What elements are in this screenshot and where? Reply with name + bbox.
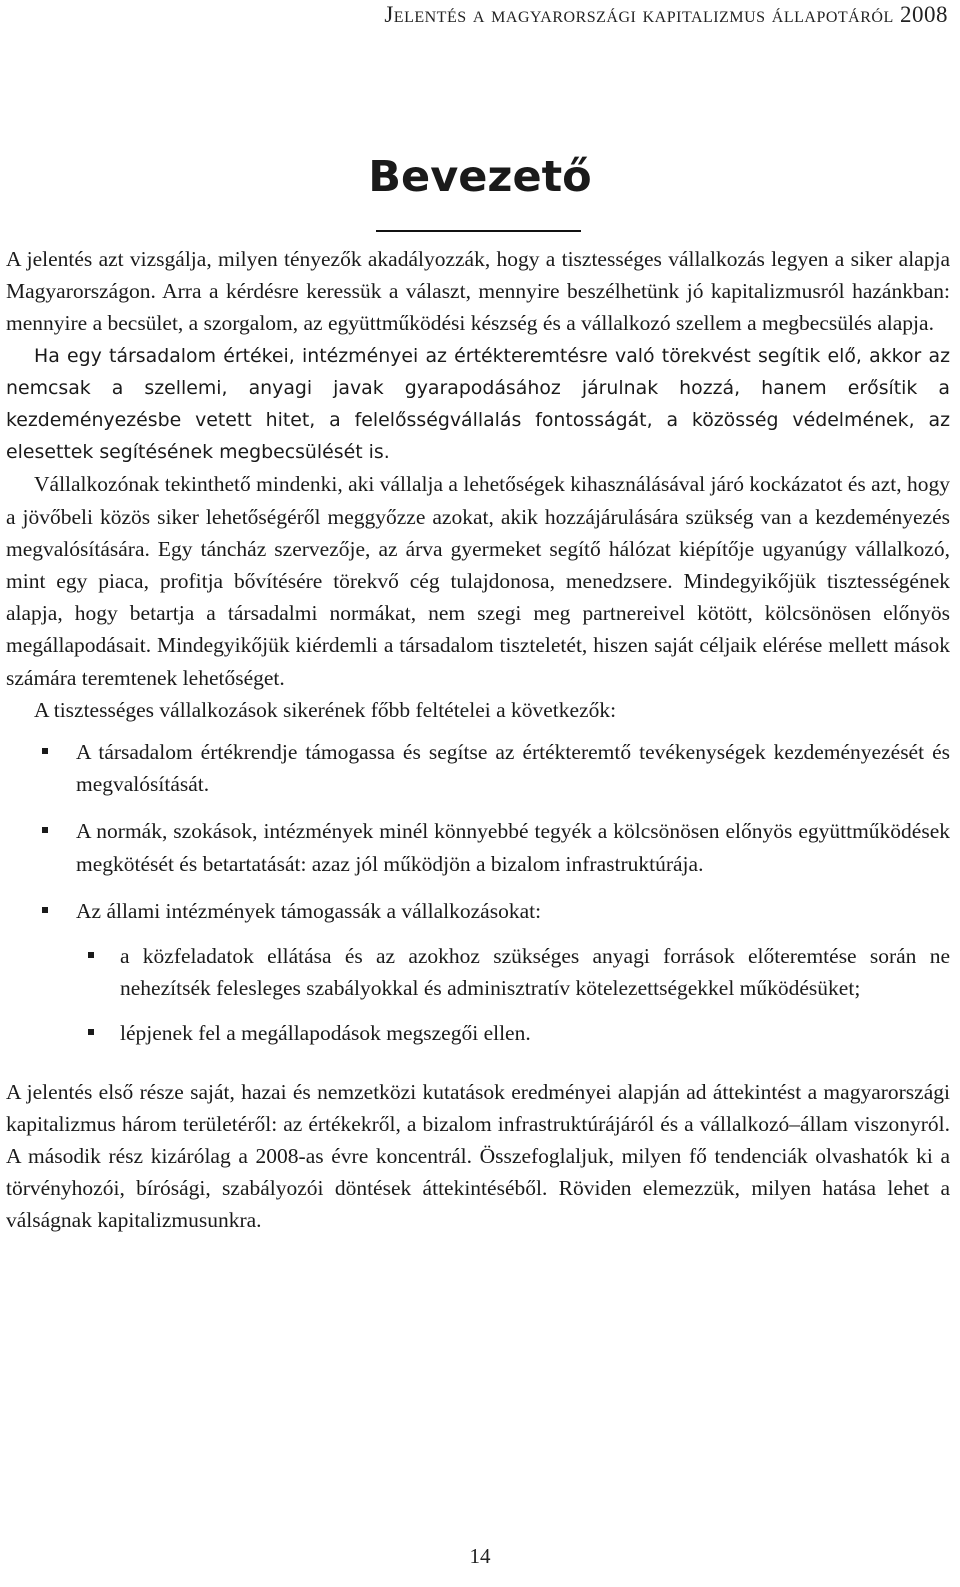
sub-list-item <box>76 1017 950 1049</box>
list-item <box>6 895 950 1050</box>
sub-list-item-text: a közfeladatok ellátása és az azokhoz szükséges anyagi források előteremtése során ne nehezítsék felesleges szabályokkal és adminisztratív kötelezettségekkel működésüket; <box>120 944 950 1001</box>
conditions-list <box>6 736 950 1050</box>
square-bullet-icon <box>42 827 48 833</box>
list-item <box>6 815 950 879</box>
body-text <box>6 243 950 1237</box>
sub-list-item-text: lépjenek fel a megállapodások megszegői ellen. <box>120 1021 531 1046</box>
state-support-sublist <box>76 940 950 1050</box>
intro-paragraph: A jelentés azt vizsgálja, milyen tényezők akadályozzák, hogy a tisztességes vállalkozás legyen a siker alapja Magyarországon. Arra a kérdésre keressük a választ, mennyire beszélhetünk jó kapitalizmusról hazánkban: mennyire a becsület, a szorgalom, az együttműködési készség és a vállalkozó szellem a megbecsülés alapja. <box>6 247 950 336</box>
running-header: Jelentés a magyarországi kapitalizmus állapotáról 2008 <box>384 2 948 27</box>
list-item-text: Az állami intézmények támogassák a vállalkozásokat: <box>76 898 542 923</box>
values-paragraph: Ha egy társadalom értékei, intézményei az értékteremtésre való törekvést segítik elő, akkor az nemcsak a szellemi, anyagi javak gyarapodásához járulnak hozzá, hanem erősítik a kezdeményezésbe vetett hitet, a felelősségvállalás fontosságát, a közösség védelmének, az elesettek segítésének megbecsülését is. <box>6 344 950 464</box>
list-item-text: A társadalom értékrendje támogassa és segítse az értékteremtő tevékenységek kezdeményezését és megvalósítását. <box>76 740 950 797</box>
sub-list-item <box>76 940 950 1004</box>
square-bullet-icon <box>42 748 48 754</box>
closing-paragraph: A jelentés első része saját, hazai és nemzetközi kutatások eredményei alapján ad áttekintést a magyarországi kapitalizmus három területéről: az értékekről, a bizalom infrastruktúrájáról és a vállalkozó–állam viszonyról. A második rész kizárólag a 2008-as évre koncentrál. Összefoglaljuk, milyen fő tendenciák olvashatók ki a törvényhozói, bírósági, szabályozói döntések áttekintéséből. Röviden elemezzük, milyen hatása lehet a válságnak kapitalizmusunkra. <box>6 1079 950 1233</box>
page-title: Bevezető <box>368 152 592 202</box>
square-bullet-icon <box>42 907 48 913</box>
page-number: 14 <box>469 1544 491 1568</box>
conditions-lead-paragraph: A tisztességes vállalkozások sikerének főbb feltételei a következők: <box>34 697 617 722</box>
title-underline-divider <box>376 230 581 232</box>
list-item <box>6 736 950 800</box>
entrepreneur-paragraph: Vállalkozónak tekinthető mindenki, aki vállalja a lehetőségek kihasználásával járó kockázatot és azt, hogy a jövőbeli közös siker lehetőségéről meggyőzze azokat, akik hozzájárulására szükség van a kezdeményezés megvalósítására. Egy táncház szervezője, az árva gyermeket segítő hálózat kiépítője ugyanúgy vállalkozó, mint egy piaca, profitja bővítésére törekvő cég tulajdonosa, menedzsere. Mindegyikőjük tisztességének alapja, hogy betartja a társadalmi normákat, nem szegi meg partnereivel kötött, kölcsönösen előnyös megállapodásait. Mindegyikőjük kiérdemli a társadalom tiszteletét, hiszen saját céljaik elérése mellett mások számára teremtenek lehetőséget. <box>6 472 950 690</box>
square-bullet-icon <box>88 952 94 958</box>
square-bullet-icon <box>88 1029 94 1035</box>
list-item-text: A normák, szokások, intézmények minél könnyebbé tegyék a kölcsönösen előnyös együttműködések megkötését és betartatását: azaz jól működjön a bizalom infrastruktúrája. <box>76 819 950 876</box>
